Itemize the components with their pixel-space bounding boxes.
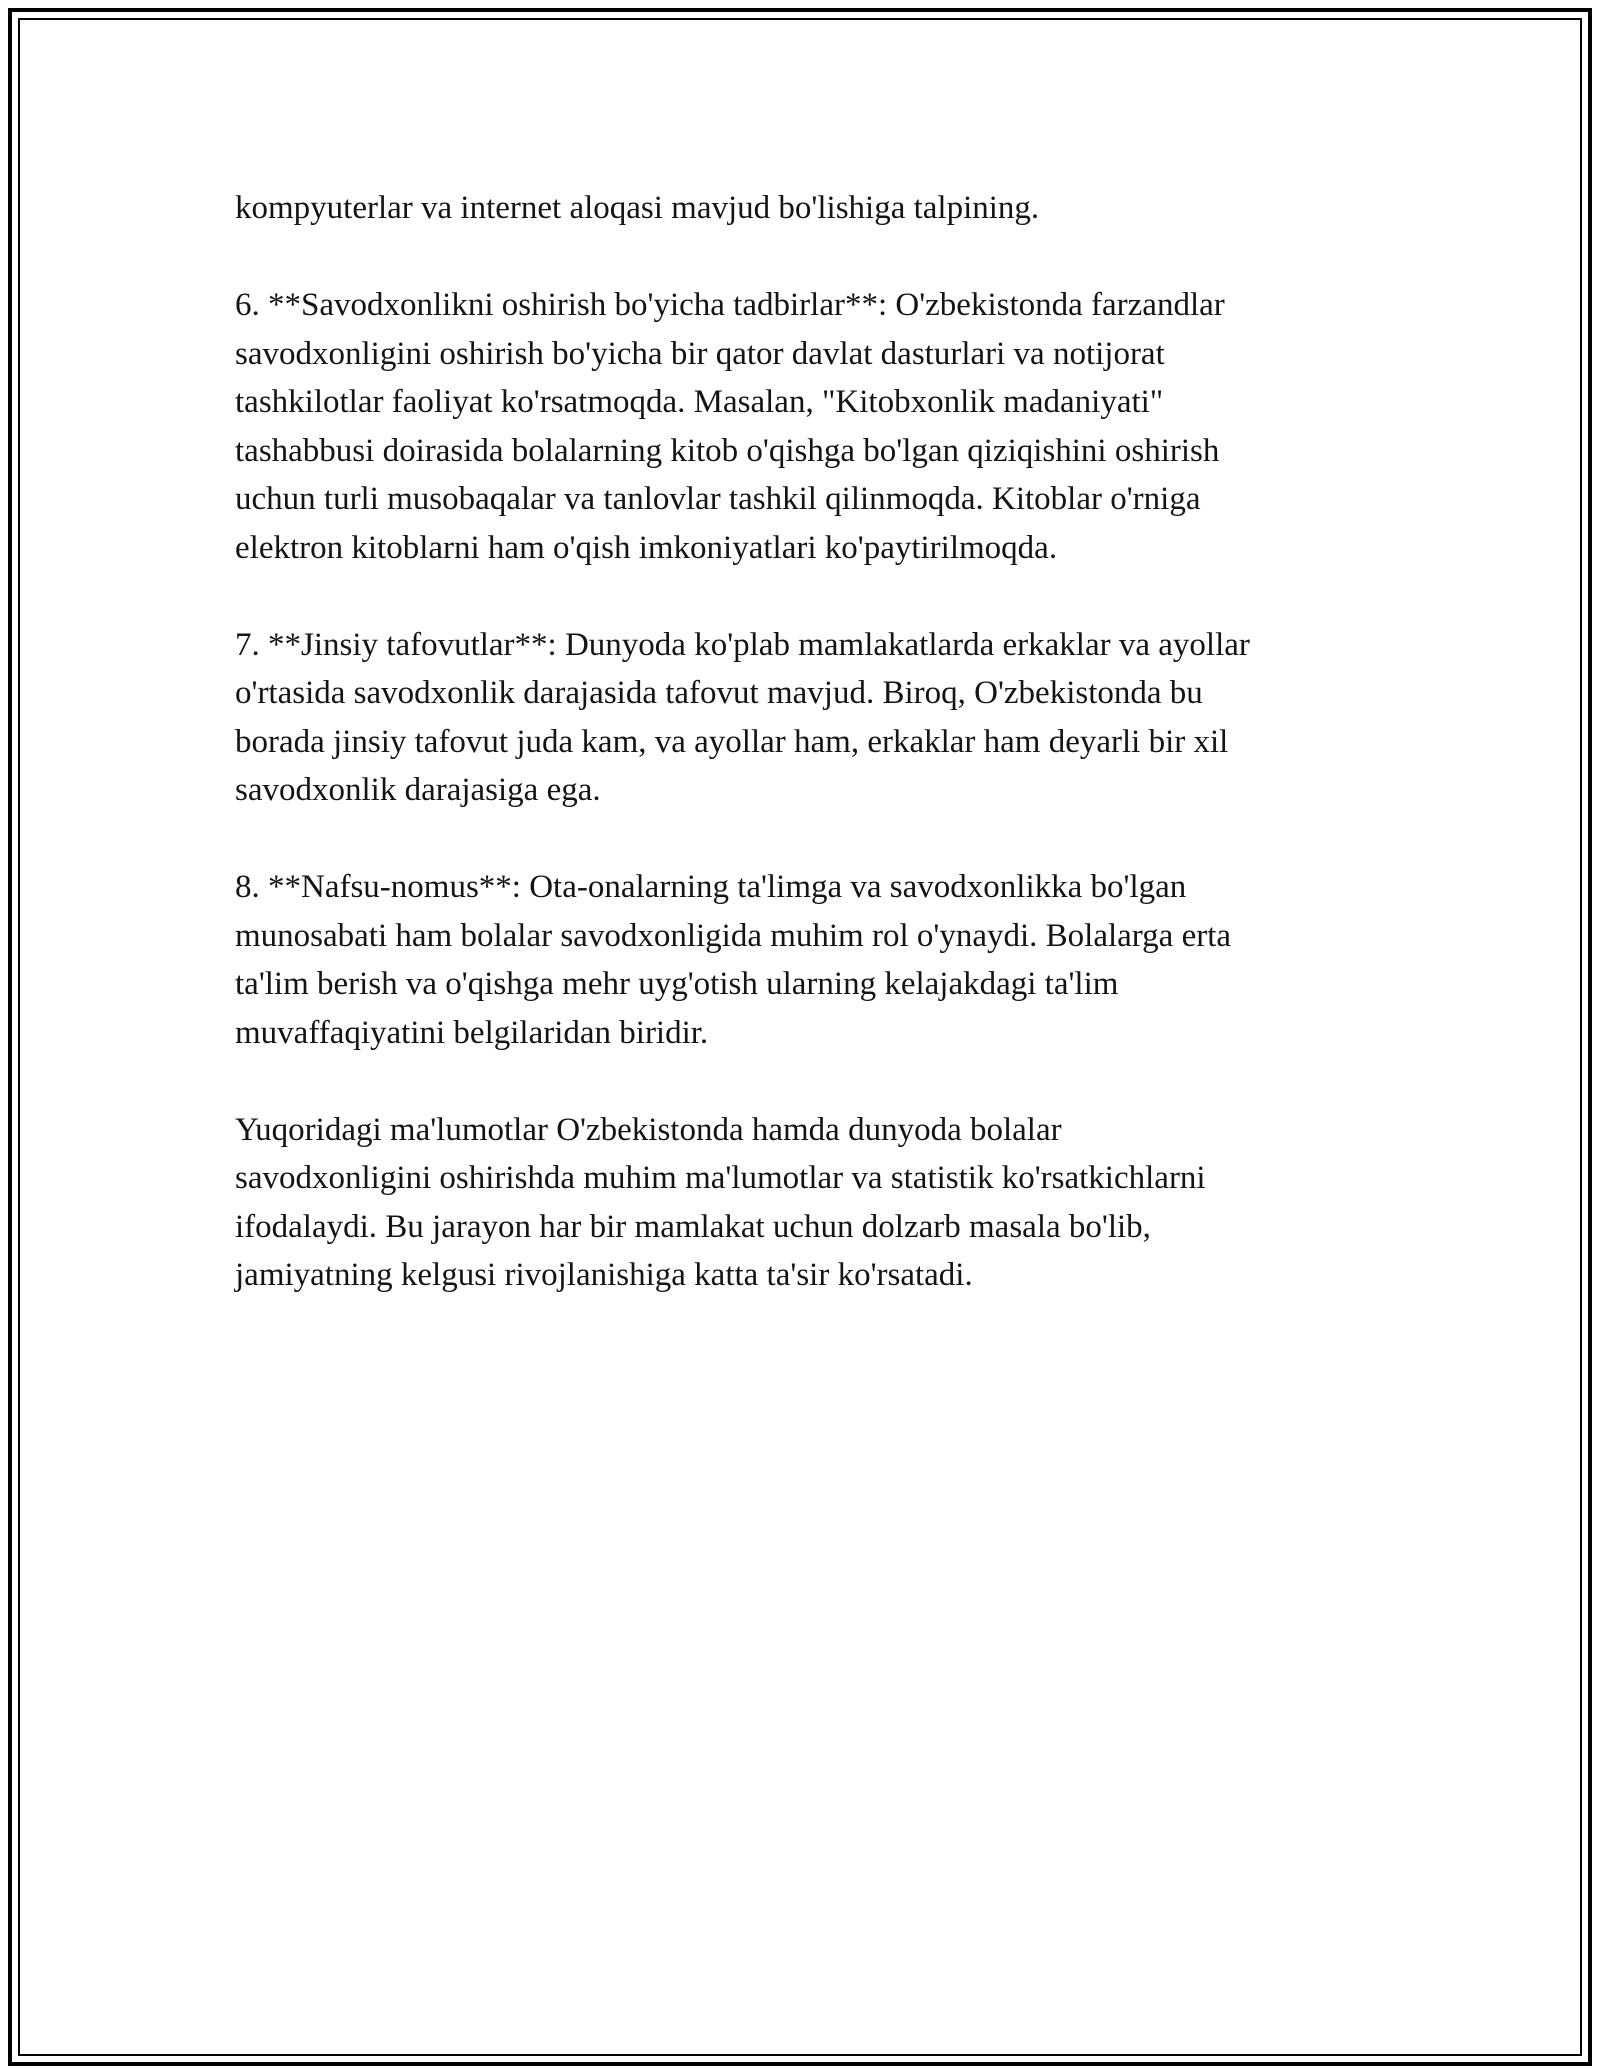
paragraph-conclusion: Yuqoridagi ma'lumotlar O'zbekistonda hamda dunyoda bolalar savodxonligini oshirishda muhim ma'lumotlar va statistik ko'rsatkichlarni ifodalaydi. Bu jarayon har bir mamlakat uchun dolzarb masala bo'lib, jamiyatning kelgusi rivojlanishiga katta ta'sir ko'rsatadi. [235,1111,1206,1293]
document-body [235,184,1385,1348]
paragraph-gender-differences: 7. **Jinsiy tafovutlar**: Dunyoda ko'plab mamlakatlarda erkaklar va ayollar o'rtasida savodxonlik darajasida tafovut mavjud. Biroq, O'zbekistonda bu borada jinsiy tafovut juda kam, va ayollar ham, erkaklar ham deyarli bir xil savodxonlik darajasiga ega. [235,626,1250,808]
paragraph-continuation: kompyuterlar va internet aloqasi mavjud bo'lishiga talpining. [235,190,1040,226]
paragraph-literacy-measures: 6. **Savodxonlikni oshirish bo'yicha tadbirlar**: O'zbekistonda farzandlar savodxonligini oshirish bo'yicha bir qator davlat dasturlari va notijorat tashkilotlar faoliyat ko'rsatmoqda. Masalan, "Kitobxonlik madaniyati" tashabbusi doirasida bolalarning kitob o'qishga bo'lgan qiziqishini oshirish uchun turli musobaqalar va tanlovlar tashkil qilinmoqda. Kitoblar o'rniga elektron kitoblarni ham o'qish imkoniyatlari ko'paytirilmoqda. [235,287,1225,566]
paragraph-parental-attitude: 8. **Nafsu-nomus**: Ota-onalarning ta'limga va savodxonlikka bo'lgan munosabati ham bolalar savodxonligida muhim rol o'ynaydi. Bolalarga erta ta'lim berish va o'qishga mehr uyg'otish ularning kelajakdagi ta'lim muvaffaqiyatini belgilaridan biridir. [235,869,1232,1051]
